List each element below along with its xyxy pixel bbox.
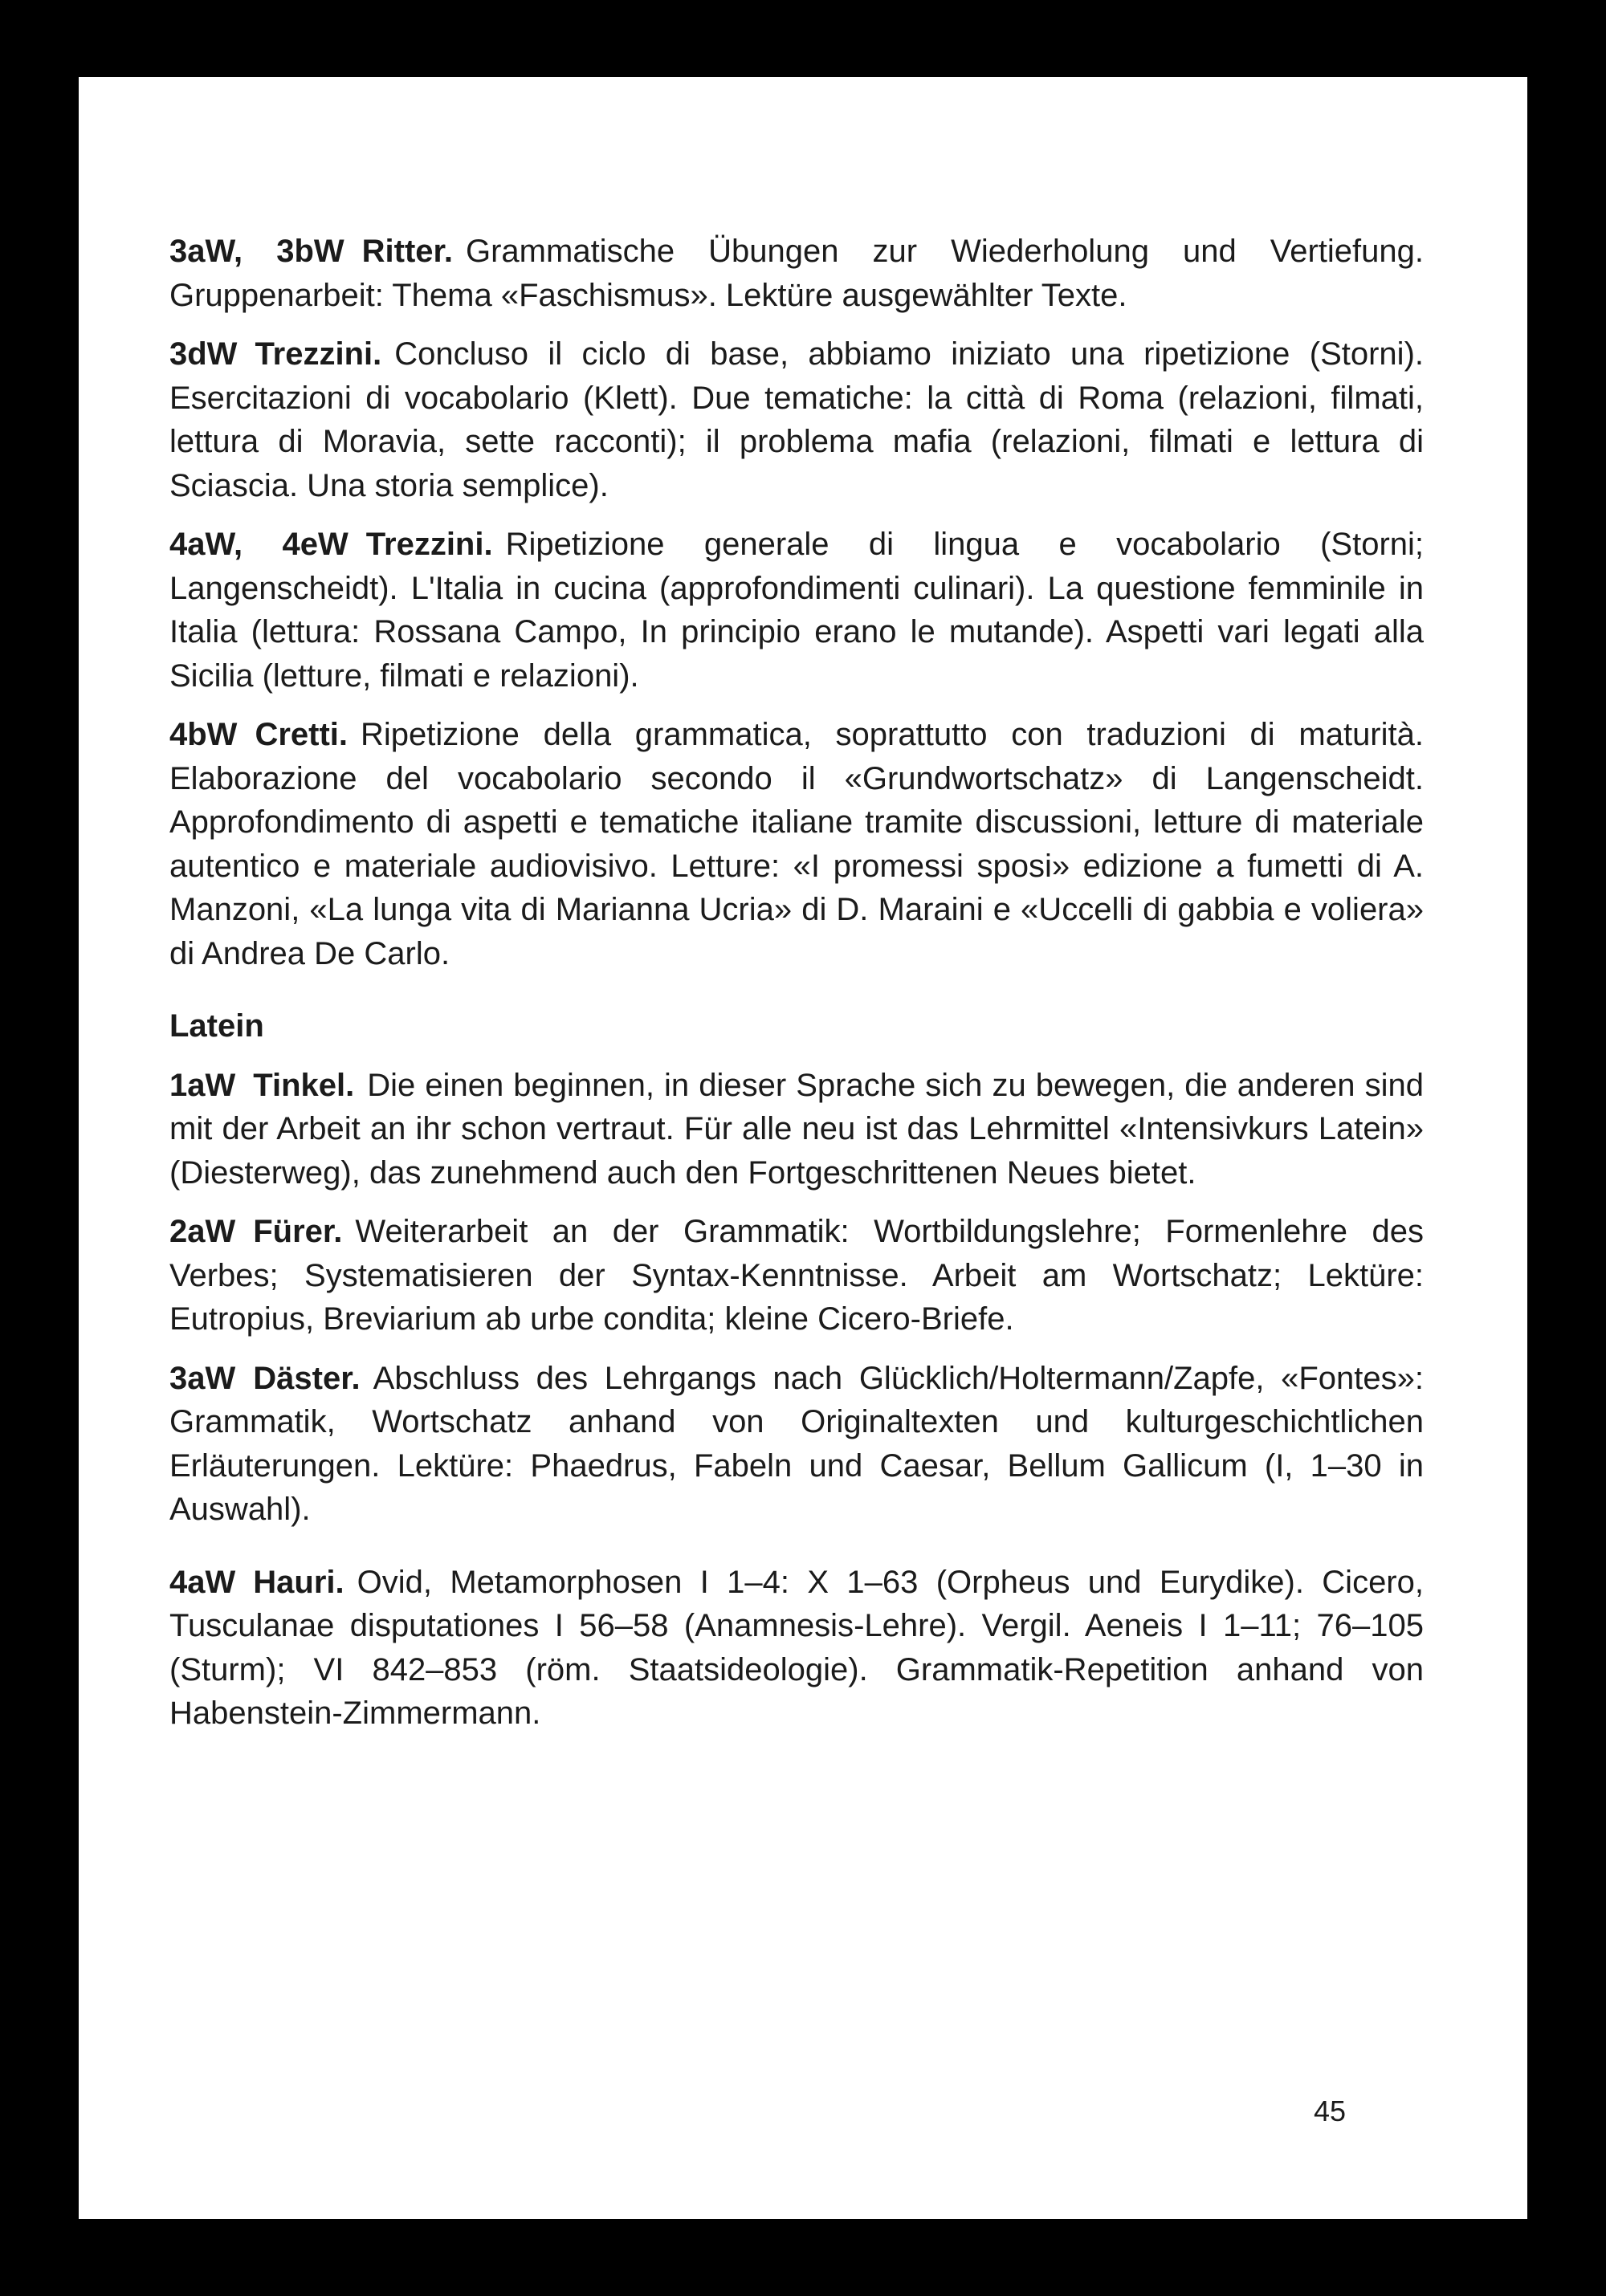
course-entry-italian-3aw-3bw (169, 230, 1424, 317)
page-content (169, 230, 1424, 1751)
teacher-name: Däster. (253, 1360, 361, 1396)
page-number: 45 (1314, 2094, 1347, 2127)
teacher-name: Hauri. (253, 1564, 344, 1600)
course-entry-latin-1aw (169, 1064, 1424, 1195)
course-description: Concluso il ciclo di base, abbiamo iniziato una ripetizione (Storni). Esercitazioni di vocabolario (Klett). Due tematiche: la città di Roma (relazioni, filmati, lettura di Moravia, sette racconti); il problema mafia (relazioni, filmati e lettura di Sciascia. Una storia semplice). (169, 336, 1424, 503)
course-description: Ovid, Metamorphosen I 1–4: X 1–63 (Orpheus und Eurydike). Cicero, Tusculanae disputationes I 56–58 (Anamnesis-Lehre). Vergil. Aeneis I 1–11; 76–105 (Sturm); VI 842–853 (röm. Staatsideologie). Grammatik-Repetition anhand von Habenstein-Zimmermann. (169, 1564, 1424, 1731)
course-entry-latin-3aw (169, 1357, 1424, 1532)
teacher-name: Trezzini. (255, 336, 382, 372)
class-label: 4aW, 4eW (169, 527, 349, 562)
class-label: 3aW (169, 1360, 236, 1396)
class-label: 1aW (169, 1067, 236, 1103)
course-entry-italian-3dw (169, 332, 1424, 507)
course-description: Weiterarbeit an der Grammatik: Wortbildungslehre; Formenlehre des Verbes; Systematisieren der Syntax-Kenntnisse. Arbeit am Wortschatz; Lektüre: Eutropius, Breviarium ab urbe condita; kleine Cicero-Briefe. (169, 1214, 1424, 1337)
class-label: 2aW (169, 1214, 236, 1249)
course-description: Abschluss des Lehrgangs nach Glücklich/Holtermann/Zapfe, «Fontes»: Grammatik, Wortschatz anhand von Originaltexten und kulturgeschichtlichen Erläuterungen. Lektüre: Phaedrus, Fabeln und Caesar, Bellum Gallicum (I, 1–30 in Auswahl). (169, 1360, 1424, 1527)
section-title-latein: Latein (169, 1008, 264, 1044)
teacher-name: Cretti. (255, 717, 349, 752)
course-entry-latin-2aw (169, 1210, 1424, 1341)
class-label: 4aW (169, 1564, 236, 1600)
course-entry-italian-4bw (169, 713, 1424, 975)
course-entry-italian-4aw-4ew (169, 523, 1424, 698)
teacher-name: Tinkel. (253, 1067, 355, 1103)
course-description: Ripetizione della grammatica, soprattutto con traduzioni di maturità. Elaborazione del vocabolario secondo il «Grundwortschatz» di Langenscheidt. Approfondimento di aspetti e tematiche italiane tramite discussioni, letture di materiale autentico e materiale audiovisivo. Letture: «I promessi sposi» edizione a fumetti di A. Manzoni, «La lunga vita di Marianna Ucria» di D. Maraini e «Uccelli di gabbia e voliera» di Andrea De Carlo. (169, 717, 1424, 971)
document-page (79, 77, 1527, 2219)
class-label: 4bW (169, 717, 238, 752)
course-description: Grammatische Übungen zur Wiederholung und Vertiefung. Gruppenarbeit: Thema «Faschismus». Lektüre ausgewählter Texte. (169, 234, 1425, 313)
course-entry-latin-4aw (169, 1561, 1424, 1736)
teacher-name: Fürer. (253, 1214, 343, 1249)
course-description: Ripetizione generale di lingua e vocabolario (Storni; Langenscheidt). L'Italia in cucina (approfondimenti culinari). La questione femminile in Italia (lettura: Rossana Campo, In principio erano le mutande). Aspetti vari legati alla Sicilia (letture, filmati e relazioni). (169, 527, 1425, 694)
teacher-name: Ritter. (361, 234, 453, 269)
class-label: 3aW, 3bW (169, 234, 344, 269)
course-description: Die einen beginnen, in dieser Sprache sich zu bewegen, die anderen sind mit der Arbeit an ihr schon vertraut. Für alle neu ist das Lehrmittel «Intensivkurs Latein» (Diesterweg), das zunehmend auch den Fortgeschrittenen Neues bietet. (169, 1067, 1424, 1191)
class-label: 3dW (169, 336, 238, 372)
teacher-name: Trezzini. (365, 527, 493, 562)
